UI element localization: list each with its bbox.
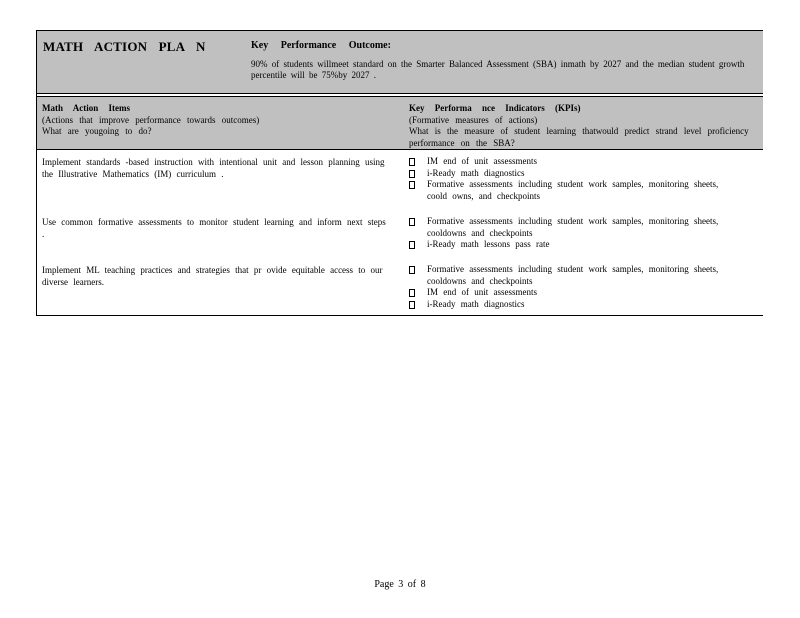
kpi-subtitle: (Formative measures of actions) — [409, 114, 538, 125]
action-plan-table — [36, 30, 763, 316]
kpi-item: Formative assessments including student work samples, monitoring sheets, cooldowns and checkpoints — [409, 216, 729, 239]
page-number: Page 3 of 8 — [374, 579, 426, 590]
action-item: Implement ML teaching practices and strategies that pr ovide equitable access to our diverse learners. — [42, 265, 383, 287]
bullet-box-icon — [409, 218, 415, 226]
bullet-box-icon — [409, 158, 415, 166]
bullet-box-icon — [409, 266, 415, 274]
action-rows — [37, 150, 763, 315]
key-performance-outcome-text: 90% of students willmeet standard on the Smarter Balanced Assessment (SBA) inmath by 2027 and the median student growth percentile will be 75%by 2027 . — [251, 59, 745, 80]
action-item: Implement standards -based instruction with intentional unit and lesson planning using the Illustrative Mathematics (IM) curriculum . — [42, 157, 385, 179]
kpi-list — [409, 264, 729, 310]
column-headers — [37, 96, 763, 150]
page-title: MATH ACTION PLA N — [43, 39, 206, 54]
action-items-question: What are yougoing to do? — [42, 126, 152, 136]
kpi-item: i-Ready math diagnostics — [409, 168, 729, 180]
action-item: Use common formative assessments to monitor student learning and inform next steps . — [42, 217, 386, 239]
kpi-item: IM end of unit assessments — [409, 287, 729, 299]
kpi-item: i-Ready math lessons pass rate — [409, 239, 729, 251]
action-items-subtitle: (Actions that improve performance towards outcomes) — [42, 114, 260, 125]
kpi-item: Formative assessments including student work samples, monitoring sheets, cooldowns and checkpoints — [409, 264, 729, 287]
kpi-item: Formative assessments including student work samples, monitoring sheets, coold owns, and checkpoints — [409, 179, 729, 202]
key-performance-outcome-label: Key Performance Outcome: — [251, 40, 391, 51]
kpi-header — [409, 103, 759, 149]
kpi-item: i-Ready math diagnostics — [409, 299, 729, 311]
kpi-list — [409, 216, 729, 251]
bullet-box-icon — [409, 301, 415, 309]
plan-header — [37, 31, 763, 94]
bullet-box-icon — [409, 241, 415, 249]
action-items-heading: Math Action Items — [42, 103, 130, 113]
kpi-heading: Key Performa nce Indicators (KPIs) — [409, 103, 581, 113]
bullet-box-icon — [409, 289, 415, 297]
kpi-list — [409, 156, 729, 202]
kpi-question: What is the measure of student learning thatwould predict strand level proficiency performance on the SBA? — [409, 126, 749, 148]
action-items-header — [42, 103, 392, 138]
bullet-box-icon — [409, 181, 415, 189]
kpi-item: IM end of unit assessments — [409, 156, 729, 168]
bullet-box-icon — [409, 170, 415, 178]
